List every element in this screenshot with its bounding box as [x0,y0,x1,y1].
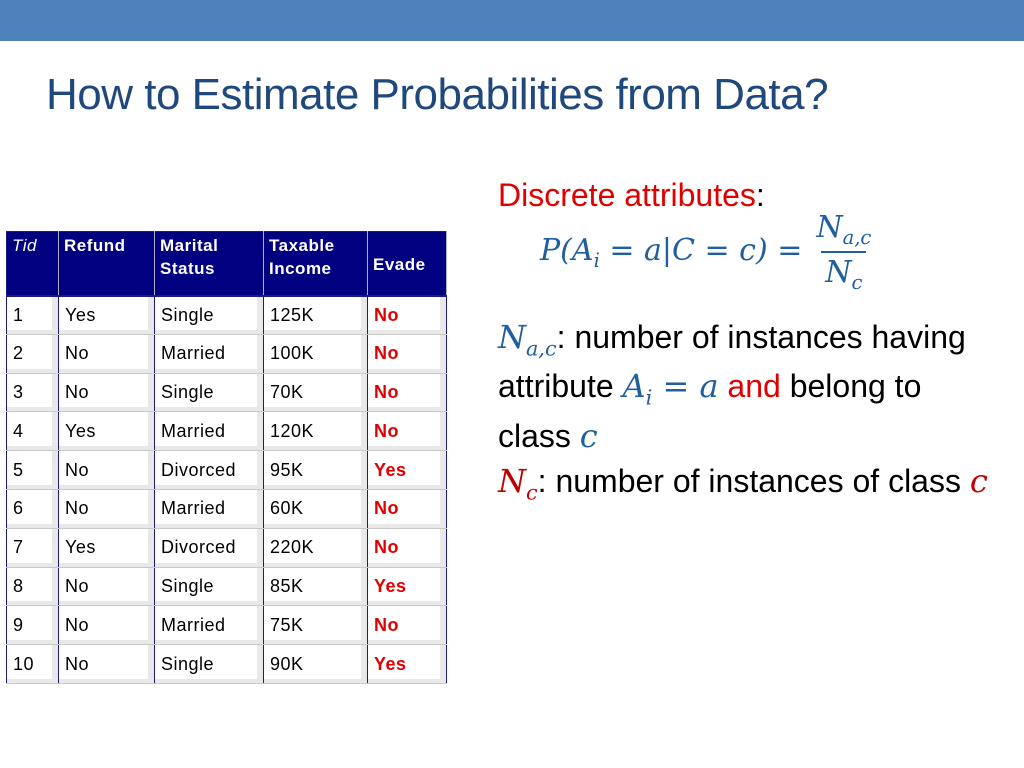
cell-refund: No [59,567,155,606]
cell-taxable-income: 90K [264,645,368,684]
n-ac-definition: $N_{a,c}$: number of instances having attribute $A_i = a$ and belong to class c [498,318,966,455]
cell-refund: No [59,645,155,684]
cell-refund: Yes [59,528,155,567]
cell-evade: Yes [368,451,447,490]
cell-marital-status: Single [155,567,264,606]
cell-refund: No [59,373,155,412]
table-row [7,606,447,645]
cell-tid: 8 [7,567,59,606]
cell-tid: 3 [7,373,59,412]
cell-taxable-income: 120K [264,412,368,451]
cell-refund: No [59,606,155,645]
cell-taxable-income: 100K [264,334,368,373]
cell-tid: 4 [7,412,59,451]
cell-evade: No [368,528,447,567]
cell-evade: Yes [368,567,447,606]
n-c-definition: $N_c$: number of instances of class c [498,462,988,505]
table-row [7,412,447,451]
cell-evade: No [368,606,447,645]
cell-marital-status: Divorced [155,451,264,490]
table-row [7,451,447,490]
cell-taxable-income: 60K [264,489,368,528]
table-row [7,528,447,567]
top-accent-bar [0,0,1024,41]
cell-tid: 1 [7,296,59,335]
cell-marital-status: Single [155,645,264,684]
cell-evade: No [368,373,447,412]
cell-marital-status: Married [155,606,264,645]
cell-taxable-income: 70K [264,373,368,412]
cell-marital-status: Married [155,412,264,451]
header-refund: Refund [59,232,155,296]
cell-refund: Yes [59,296,155,335]
cell-refund: Yes [59,412,155,451]
cell-marital-status: Married [155,334,264,373]
discrete-attributes-heading: Discrete attributes: [498,177,765,213]
cell-taxable-income: 95K [264,451,368,490]
cell-tid: 9 [7,606,59,645]
cell-tid: 5 [7,451,59,490]
data-table [6,231,447,684]
table-row [7,645,447,684]
probability-formula: $P(A_i = a|C = c)$ = $\frac{N_{a,c}}{N_c}$ [540,210,872,294]
cell-tid: 7 [7,528,59,567]
cell-taxable-income: 125K [264,296,368,335]
table-header-row [7,232,447,296]
cell-marital-status: Married [155,489,264,528]
cell-taxable-income: 220K [264,528,368,567]
header-tid: Tid [7,232,59,296]
cell-evade: Yes [368,645,447,684]
cell-refund: No [59,334,155,373]
header-evade: Evade [368,232,447,296]
cell-marital-status: Divorced [155,528,264,567]
header-taxable-income: Taxable Income [264,232,368,296]
cell-refund: No [59,451,155,490]
cell-tid: 6 [7,489,59,528]
table-row [7,567,447,606]
slide-title: How to Estimate Probabilities from Data? [46,70,829,119]
cell-evade: No [368,296,447,335]
cell-evade: No [368,412,447,451]
header-marital-status: Marital Status [155,232,264,296]
cell-refund: No [59,489,155,528]
cell-taxable-income: 75K [264,606,368,645]
cell-evade: No [368,489,447,528]
cell-taxable-income: 85K [264,567,368,606]
table-row [7,296,447,335]
table-row [7,373,447,412]
cell-marital-status: Single [155,296,264,335]
cell-tid: 2 [7,334,59,373]
table-row [7,489,447,528]
table-row [7,334,447,373]
cell-tid: 10 [7,645,59,684]
cell-evade: No [368,334,447,373]
cell-marital-status: Single [155,373,264,412]
